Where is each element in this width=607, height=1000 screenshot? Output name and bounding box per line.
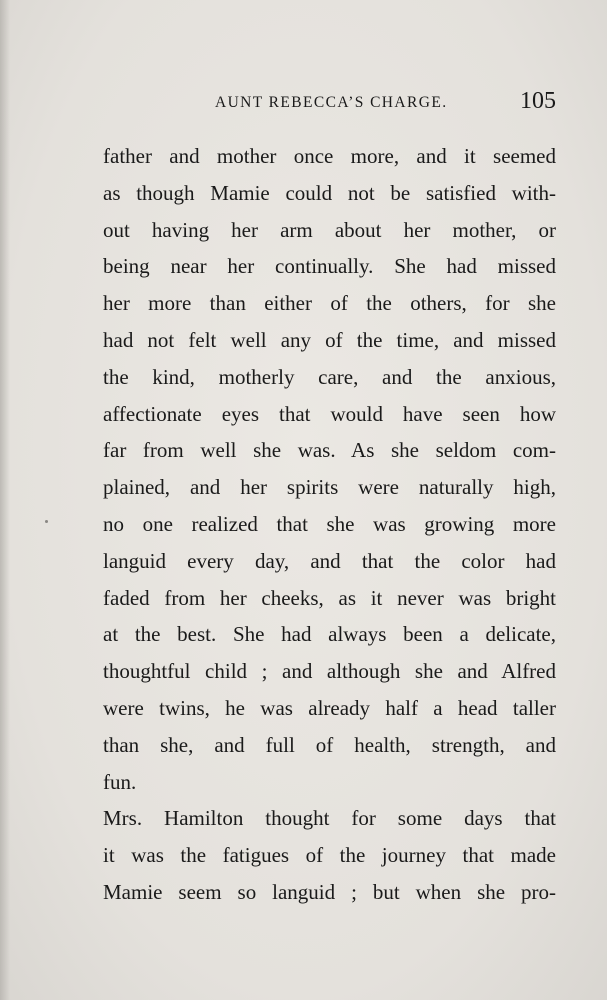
text-line: the kind, motherly care, and the anxious, bbox=[103, 364, 556, 389]
text-line: faded from her cheeks, as it never was bright bbox=[103, 585, 556, 610]
text-line: father and mother once more, and it seemed bbox=[103, 144, 556, 168]
running-head bbox=[103, 88, 556, 122]
text-line: thoughtful child ; and although she and Alfred bbox=[103, 659, 556, 684]
page-binding-shadow bbox=[0, 0, 10, 1000]
text-line: Mamie seem so languid ; but when she pro- bbox=[103, 879, 556, 904]
text-line: her more than either of the others, for she bbox=[103, 291, 556, 316]
paragraph-first-line: Mrs. Hamilton thought for some days that bbox=[103, 806, 556, 831]
text-line: affectionate eyes that would have seen how bbox=[103, 401, 556, 426]
text-line: at the best. She had always been a delicate, bbox=[103, 622, 556, 647]
text-line: being near her continually. She had missed bbox=[103, 254, 556, 279]
body-text bbox=[103, 138, 556, 911]
paper-speck bbox=[45, 520, 48, 523]
text-line: as though Mamie could not be satisfied with- bbox=[103, 180, 556, 205]
page-number: 105 bbox=[520, 88, 556, 114]
text-line: fun. bbox=[103, 769, 137, 794]
text-line: were twins, he was already half a head taller bbox=[103, 695, 556, 720]
text-line: than she, and full of health, strength, and bbox=[103, 732, 556, 757]
text-line: plained, and her spirits were naturally high, bbox=[103, 475, 556, 500]
running-title: AUNT REBECCA’S CHARGE. bbox=[215, 94, 448, 111]
text-line: no one realized that she was growing more bbox=[103, 511, 556, 536]
text-line: out having her arm about her mother, or bbox=[103, 217, 556, 242]
text-line: it was the fatigues of the journey that made bbox=[103, 843, 556, 868]
text-line: far from well she was. As she seldom com- bbox=[103, 438, 556, 463]
text-line: languid every day, and that the color had bbox=[103, 548, 556, 573]
text-line: had not felt well any of the time, and missed bbox=[103, 327, 556, 352]
